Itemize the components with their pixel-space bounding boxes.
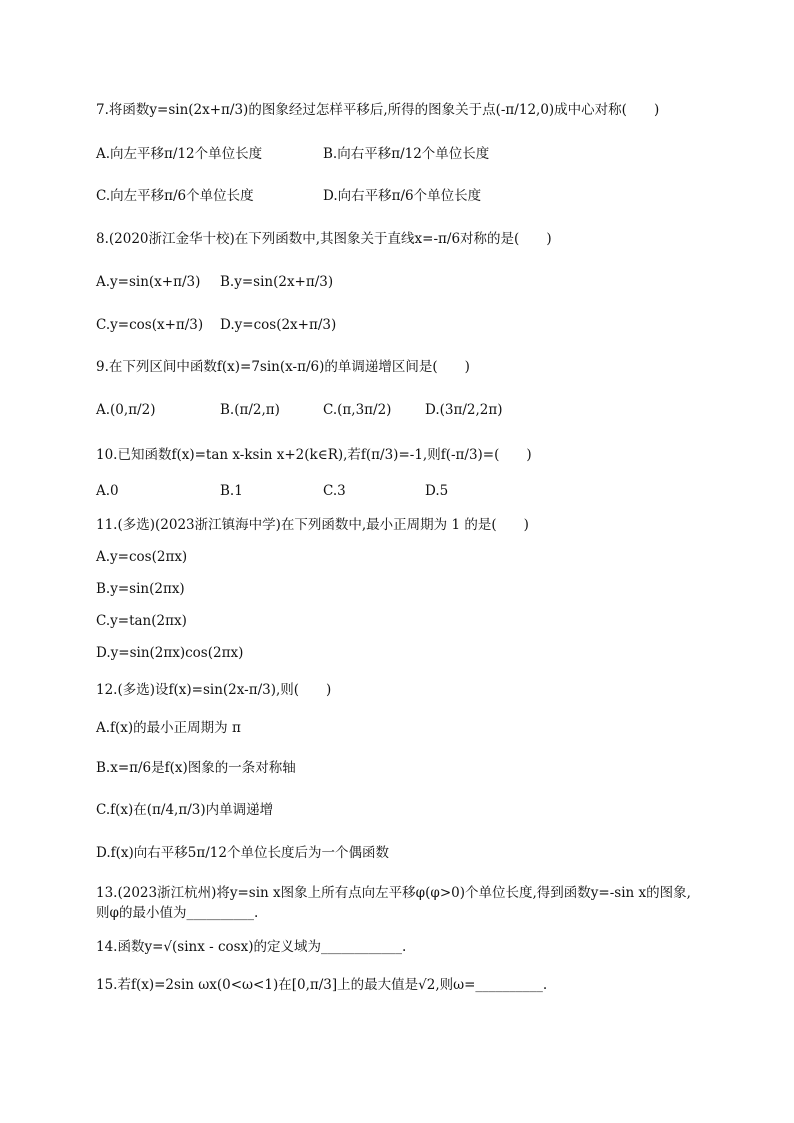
q8-option-b: B.y=sin(2x+π/3) xyxy=(220,274,334,290)
q9-option-a: A.(0,π/2) xyxy=(96,402,156,418)
q7-option-a: A.向左平移π/12个单位长度 xyxy=(96,146,263,162)
q9-option-b: B.(π/2,π) xyxy=(220,402,280,418)
question-12: 12.(多选)设f(x)=sin(2x-π/3),则( ) xyxy=(96,682,332,698)
question-14: 14.函数y=√(sinx - cosx)的定义域为____________. xyxy=(96,939,407,955)
q11-option-d: D.y=sin(2πx)cos(2πx) xyxy=(96,645,244,661)
question-15: 15.若f(x)=2sin ωx(0<ω<1)在[0,π/3]上的最大值是√2,则ω=__________. xyxy=(96,977,548,993)
question-10: 10.已知函数f(x)=tan x-ksin x+2(k∈R),若f(π/3)=-1,则f(-π/3)=( ) xyxy=(96,447,532,463)
q12-option-d: D.f(x)向右平移5π/12个单位长度后为一个偶函数 xyxy=(96,845,389,861)
q10-option-c: C.3 xyxy=(323,483,346,499)
q10-option-d: D.5 xyxy=(425,483,449,499)
q11-option-c: C.y=tan(2πx) xyxy=(96,613,187,629)
q12-option-b: B.x=π/6是f(x)图象的一条对称轴 xyxy=(96,760,296,776)
question-7: 7.将函数y=sin(2x+π/3)的图象经过怎样平移后,所得的图象关于点(-π/12,0)成中心对称( ) xyxy=(96,102,660,118)
q11-option-b: B.y=sin(2πx) xyxy=(96,581,185,597)
q9-option-c: C.(π,3π/2) xyxy=(323,402,392,418)
q11-option-a: A.y=cos(2πx) xyxy=(96,549,188,565)
question-11: 11.(多选)(2023浙江镇海中学)在下列函数中,最小正周期为 1 的是( ) xyxy=(96,517,529,533)
q7-option-b: B.向右平移π/12个单位长度 xyxy=(323,146,490,162)
question-13-continued: 则φ的最小值为__________. xyxy=(96,905,259,921)
question-13: 13.(2023浙江杭州)将y=sin x图象上所有点向左平移φ(φ>0)个单位长度,得到函数y=-sin x的图象, xyxy=(96,885,691,901)
q10-option-b: B.1 xyxy=(220,483,243,499)
q8-option-c: C.y=cos(x+π/3) xyxy=(96,317,204,333)
q12-option-a: A.f(x)的最小正周期为 π xyxy=(96,720,241,736)
q9-option-d: D.(3π/2,2π) xyxy=(425,402,503,418)
q8-option-d: D.y=cos(2x+π/3) xyxy=(220,317,337,333)
q7-option-c: C.向左平移π/6个单位长度 xyxy=(96,188,254,204)
question-8: 8.(2020浙江金华十校)在下列函数中,其图象关于直线x=-π/6对称的是( ) xyxy=(96,231,552,247)
question-9: 9.在下列区间中函数f(x)=7sin(x-π/6)的单调递增区间是( ) xyxy=(96,359,470,375)
q8-option-a: A.y=sin(x+π/3) xyxy=(96,274,201,290)
q12-option-c: C.f(x)在(π/4,π/3)内单调递增 xyxy=(96,802,274,818)
q7-option-d: D.向右平移π/6个单位长度 xyxy=(323,188,482,204)
q10-option-a: A.0 xyxy=(96,483,119,499)
